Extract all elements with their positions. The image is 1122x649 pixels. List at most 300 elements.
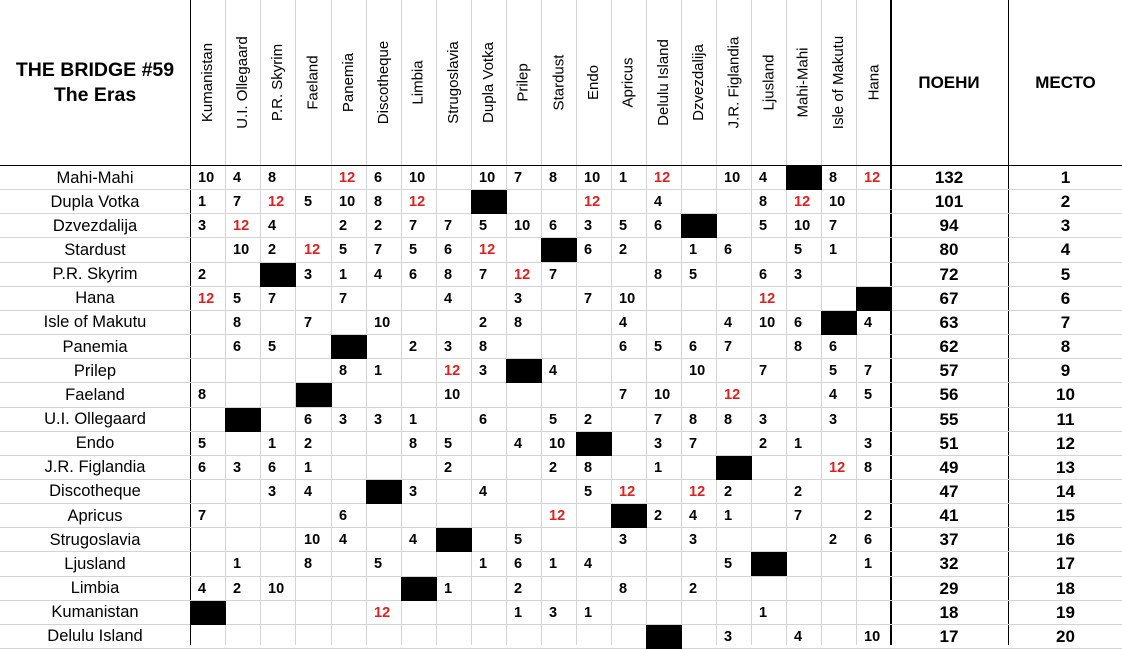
- self-vote-block: [260, 263, 296, 287]
- score-cell: 4: [794, 628, 803, 645]
- score-cell: 4: [549, 363, 558, 380]
- place-value: 15: [1056, 506, 1075, 526]
- row-country-name: Dupla Votka: [50, 192, 140, 211]
- score-cell: 8: [724, 411, 733, 428]
- column-header: [576, 0, 611, 165]
- place-header: МЕСТО: [1035, 72, 1096, 92]
- score-cell: 12: [724, 387, 741, 404]
- score-cell: 10: [304, 532, 321, 549]
- score-cell: 1: [409, 411, 418, 428]
- row-country-name: Panemia: [62, 337, 128, 356]
- score-cell: 7: [829, 218, 838, 235]
- self-vote-block: [366, 480, 402, 504]
- row-country-name: Kumanistan: [51, 603, 139, 622]
- score-cell: 5: [654, 339, 663, 356]
- self-vote-block: [716, 456, 752, 480]
- score-cell: 5: [794, 242, 803, 259]
- score-cell: 7: [339, 290, 348, 307]
- score-cell: 1: [374, 363, 383, 380]
- score-cell: 10: [409, 170, 426, 186]
- score-cell: 2: [724, 483, 733, 500]
- score-cell: 12: [759, 290, 776, 307]
- score-cell: 3: [304, 266, 313, 283]
- score-cell: 6: [514, 556, 523, 573]
- column-header-label: Dupla Votka: [480, 42, 498, 123]
- column-header-label: Hana: [865, 64, 883, 101]
- column-header: [471, 0, 506, 165]
- score-cell: 1: [233, 556, 242, 573]
- score-cell: 10: [374, 314, 391, 331]
- score-cell: 12: [619, 483, 636, 500]
- score-cell: 7: [444, 218, 453, 235]
- score-cell: 2: [304, 435, 313, 452]
- score-cell: 1: [864, 556, 873, 573]
- score-cell: 8: [584, 459, 593, 476]
- score-cell: 7: [724, 339, 733, 356]
- score-cell: 10: [829, 194, 846, 211]
- score-cell: 12: [444, 363, 461, 380]
- self-vote-block: [611, 504, 647, 528]
- score-cell: 12: [689, 483, 706, 500]
- place-value: 11: [1056, 409, 1075, 429]
- score-cell: 8: [654, 266, 663, 283]
- place-value: 2: [1060, 192, 1071, 212]
- score-cell: 10: [689, 363, 706, 380]
- score-cell: 8: [619, 580, 628, 597]
- column-header-label: Isle of Makutu: [830, 35, 848, 130]
- column-header-label: Faeland: [305, 55, 322, 110]
- column-header-label: Discotheque: [375, 40, 393, 125]
- score-cell: 4: [654, 194, 663, 211]
- column-header-label: Stardust: [550, 54, 567, 111]
- score-cell: 8: [304, 556, 313, 573]
- column-header: [856, 0, 891, 165]
- score-cell: 3: [233, 459, 242, 476]
- points-value: 47: [939, 481, 959, 501]
- score-cell: 1: [654, 459, 663, 476]
- column-header-label: Apricus: [620, 57, 637, 108]
- score-cell: 1: [584, 604, 593, 621]
- score-cell: 2: [198, 266, 207, 283]
- place-value: 1: [1060, 168, 1071, 187]
- score-cell: 7: [304, 314, 313, 331]
- score-cell: 3: [759, 411, 768, 428]
- score-cell: 2: [374, 218, 383, 235]
- points-value: 57: [939, 361, 959, 381]
- score-cell: 12: [268, 194, 285, 211]
- score-cell: 10: [198, 170, 215, 186]
- score-cell: 8: [794, 339, 803, 356]
- score-cell: 3: [794, 266, 803, 283]
- points-value: 80: [939, 240, 959, 260]
- place-value: 10: [1056, 385, 1075, 405]
- column-header: [646, 0, 681, 165]
- row-country-name: Endo: [75, 434, 115, 453]
- column-header: [611, 0, 646, 165]
- column-header-label: Mahi-Mahi: [795, 47, 812, 118]
- score-cell: 7: [654, 411, 663, 428]
- score-cell: 3: [514, 290, 523, 307]
- points-value: 49: [939, 457, 959, 477]
- row-country-name: Mahi-Mahi: [56, 168, 134, 187]
- row-country-name: J.R. Figlandia: [44, 458, 146, 477]
- place-value: 9: [1060, 361, 1071, 381]
- score-cell: 1: [339, 266, 348, 283]
- score-cell: 10: [759, 314, 776, 331]
- score-cell: 3: [549, 604, 558, 621]
- column-header: [541, 0, 576, 165]
- column-header: [225, 0, 260, 165]
- column-header: [401, 0, 436, 165]
- score-cell: 7: [198, 508, 207, 525]
- place-value: 5: [1060, 264, 1071, 284]
- self-vote-block: [821, 311, 857, 335]
- column-header: [436, 0, 471, 165]
- score-cell: 1: [724, 508, 733, 525]
- score-cell: 7: [479, 266, 488, 283]
- score-cell: 12: [794, 194, 811, 211]
- score-cell: 12: [654, 170, 671, 186]
- score-cell: 3: [268, 483, 277, 500]
- score-cell: 5: [374, 556, 383, 573]
- column-header: [296, 0, 331, 165]
- place-value: 4: [1060, 240, 1071, 260]
- row-country-name: U.I. Ollegaard: [44, 410, 146, 428]
- score-cell: 6: [339, 508, 348, 525]
- score-cell: 4: [374, 266, 383, 283]
- score-cell: 1: [689, 242, 698, 259]
- score-cell: 7: [794, 508, 803, 525]
- column-header-label: U.I. Ollegaard: [234, 36, 252, 129]
- score-cell: 5: [864, 387, 873, 404]
- score-cell: 4: [724, 314, 733, 331]
- score-cell: 8: [198, 387, 207, 404]
- score-cell: 12: [304, 242, 321, 259]
- column-header-label: P.R. Skyrim: [269, 43, 287, 122]
- row-country-name: Apricus: [67, 506, 123, 525]
- score-cell: 12: [339, 170, 356, 186]
- score-cell: 4: [339, 532, 348, 549]
- score-cell: 6: [233, 339, 242, 356]
- score-cell: 12: [409, 194, 426, 211]
- points-value: 94: [939, 216, 959, 236]
- score-cell: 7: [864, 363, 873, 380]
- score-cell: 2: [233, 580, 242, 597]
- score-cell: 10: [549, 435, 566, 452]
- score-cell: 8: [549, 170, 558, 186]
- score-cell: 3: [654, 435, 663, 452]
- score-cell: 10: [268, 580, 285, 597]
- place-value: 20: [1056, 626, 1075, 646]
- score-cell: 5: [829, 363, 838, 380]
- points-value: 17: [939, 626, 959, 646]
- points-value: 132: [934, 168, 964, 187]
- place-value: 8: [1060, 337, 1071, 357]
- row-country-name: Prilep: [73, 361, 117, 380]
- score-cell: 5: [479, 218, 488, 235]
- score-cell: 1: [304, 459, 313, 476]
- column-header: [331, 0, 366, 165]
- score-cell: 4: [759, 170, 768, 186]
- score-cell: 2: [794, 483, 803, 500]
- column-header-label: Strugoslavia: [445, 41, 463, 124]
- score-cell: 4: [584, 556, 593, 573]
- score-cell: 2: [584, 411, 593, 428]
- score-cell: 12: [514, 266, 531, 283]
- score-cell: 12: [864, 170, 881, 186]
- self-vote-block: [646, 625, 682, 649]
- points-value: 18: [939, 602, 959, 622]
- score-cell: 5: [584, 483, 593, 500]
- points-value: 29: [939, 578, 959, 598]
- score-cell: 10: [794, 218, 811, 235]
- row-country-name: Delulu Island: [47, 627, 143, 646]
- score-cell: 6: [444, 242, 453, 259]
- score-cell: 8: [374, 194, 383, 211]
- score-cell: 3: [479, 363, 488, 380]
- row-country-name: Ljusland: [64, 554, 126, 573]
- score-cell: 1: [794, 435, 803, 452]
- score-cell: 5: [233, 290, 242, 307]
- score-cell: 6: [619, 339, 628, 356]
- score-cell: 2: [549, 459, 558, 476]
- column-header-label: Limbia: [410, 60, 427, 105]
- score-cell: 2: [829, 532, 838, 549]
- points-value: 51: [939, 433, 959, 453]
- place-value: 12: [1056, 433, 1075, 453]
- score-cell: 8: [759, 194, 768, 211]
- score-cell: 8: [479, 339, 488, 356]
- score-cell: 6: [304, 411, 313, 428]
- score-cell: 3: [689, 532, 698, 549]
- score-cell: 8: [444, 266, 453, 283]
- score-cell: 1: [479, 556, 488, 573]
- score-cell: 2: [444, 459, 453, 476]
- title-line-1: THE BRIDGE #59: [15, 59, 175, 82]
- score-cell: 3: [619, 532, 628, 549]
- score-cell: 8: [689, 411, 698, 428]
- points-value: 32: [939, 554, 959, 574]
- row-country-name: Hana: [75, 289, 115, 308]
- points-value: 37: [939, 530, 959, 550]
- score-cell: 10: [339, 194, 356, 211]
- score-cell: 10: [724, 170, 741, 186]
- self-vote-block: [296, 383, 332, 407]
- self-vote-block: [436, 528, 472, 552]
- place-value: 14: [1056, 481, 1075, 501]
- score-cell: 6: [864, 532, 873, 549]
- score-cell: 10: [479, 170, 496, 186]
- self-vote-block: [471, 190, 507, 214]
- column-header: [716, 0, 751, 165]
- score-cell: 1: [549, 556, 558, 573]
- score-cell: 8: [829, 170, 838, 186]
- row-country-name: Faeland: [65, 385, 125, 404]
- row-country-name: Limbia: [70, 579, 120, 598]
- score-cell: 2: [479, 314, 488, 331]
- column-header: [506, 0, 541, 165]
- score-cell: 4: [514, 435, 523, 452]
- score-cell: 3: [584, 218, 593, 235]
- score-cell: 8: [339, 363, 348, 380]
- self-vote-block: [751, 552, 787, 576]
- self-vote-block: [681, 214, 717, 238]
- score-cell: 4: [619, 314, 628, 331]
- place-value: 7: [1060, 312, 1071, 332]
- score-cell: 5: [304, 194, 313, 211]
- score-cell: 1: [829, 242, 838, 259]
- score-cell: 2: [689, 580, 698, 597]
- score-cell: 4: [689, 508, 698, 525]
- points-value: 62: [939, 337, 959, 357]
- place-value: 18: [1056, 578, 1075, 598]
- place-value: 6: [1060, 288, 1071, 308]
- column-header-label: Prilep: [515, 63, 533, 102]
- place-value: 13: [1056, 457, 1075, 477]
- row-country-name: Discotheque: [49, 482, 141, 501]
- score-cell: 6: [268, 459, 277, 476]
- score-cell: 8: [233, 314, 242, 331]
- self-vote-block: [576, 432, 612, 456]
- score-cell: 5: [444, 435, 453, 452]
- score-cell: 8: [514, 314, 523, 331]
- points-value: 101: [934, 192, 964, 212]
- self-vote-block: [190, 601, 226, 625]
- score-cell: 7: [268, 290, 277, 307]
- score-cell: 12: [233, 218, 250, 235]
- column-header: [681, 0, 716, 165]
- column-header-label: Kumanistan: [199, 42, 216, 123]
- self-vote-block: [401, 577, 437, 601]
- self-vote-block: [541, 238, 577, 262]
- row-country-name: Isle of Makutu: [43, 313, 147, 332]
- score-cell: 12: [829, 459, 846, 476]
- score-cell: 12: [584, 194, 601, 211]
- score-cell: 7: [759, 363, 768, 380]
- score-cell: 3: [198, 218, 207, 235]
- score-cell: 6: [549, 218, 558, 235]
- score-cell: 5: [339, 242, 348, 259]
- score-cell: 3: [864, 435, 873, 452]
- score-cell: 6: [794, 314, 803, 331]
- score-cell: 5: [198, 435, 207, 452]
- score-cell: 7: [689, 435, 698, 452]
- points-value: 56: [939, 385, 959, 405]
- score-cell: 5: [514, 532, 523, 549]
- points-value: 72: [939, 264, 959, 284]
- column-header-label: Panemia: [340, 52, 358, 113]
- score-cell: 3: [444, 339, 453, 356]
- score-cell: 2: [654, 508, 663, 525]
- score-cell: 2: [759, 435, 768, 452]
- score-cell: 6: [724, 242, 733, 259]
- score-cell: 4: [409, 532, 418, 549]
- score-cell: 4: [444, 290, 453, 307]
- score-cell: 2: [864, 508, 873, 525]
- points-value: 41: [939, 506, 959, 526]
- score-cell: 10: [654, 387, 671, 404]
- score-cell: 5: [689, 266, 698, 283]
- score-cell: 2: [409, 339, 418, 356]
- points-value: 55: [939, 409, 959, 429]
- title-line-2: The Eras: [53, 83, 137, 106]
- row-country-name: Strugoslavia: [49, 530, 141, 549]
- place-value: 3: [1060, 216, 1071, 236]
- points-value: 67: [939, 288, 959, 308]
- score-cell: 12: [198, 290, 215, 307]
- self-vote-block: [331, 335, 367, 359]
- score-cell: 12: [374, 604, 391, 621]
- score-cell: 6: [584, 242, 593, 259]
- row-country-name: P.R. Skyrim: [52, 265, 138, 284]
- score-cell: 1: [619, 170, 628, 186]
- place-value: 16: [1056, 530, 1075, 550]
- column-header: [260, 0, 295, 165]
- score-cell: 1: [514, 604, 523, 621]
- score-cell: 1: [198, 194, 207, 211]
- score-cell: 3: [724, 628, 733, 645]
- score-cell: 7: [233, 194, 242, 211]
- score-cell: 8: [409, 435, 418, 452]
- score-cell: 5: [759, 218, 768, 235]
- score-cell: 7: [549, 266, 558, 283]
- score-cell: 5: [724, 556, 733, 573]
- score-cell: 5: [409, 242, 418, 259]
- score-cell: 4: [864, 314, 873, 331]
- score-cell: 4: [198, 580, 207, 597]
- column-header: [366, 0, 401, 165]
- score-cell: 8: [268, 170, 277, 186]
- score-cell: 5: [619, 218, 628, 235]
- score-cell: 7: [619, 387, 628, 404]
- score-cell: 1: [759, 604, 768, 621]
- score-cell: 4: [479, 483, 488, 500]
- score-cell: 4: [233, 170, 242, 186]
- column-header-label: J.R. Figlandia: [725, 36, 742, 129]
- column-header-label: Ljusland: [760, 54, 778, 111]
- column-header: [190, 0, 225, 165]
- score-cell: 2: [268, 242, 277, 259]
- score-cell: 6: [198, 459, 207, 476]
- score-cell: 7: [409, 218, 418, 235]
- score-cell: 3: [409, 483, 418, 500]
- score-cell: 4: [304, 483, 313, 500]
- column-header-label: Endo: [585, 64, 603, 101]
- score-cell: 10: [233, 242, 250, 259]
- points-value: 63: [939, 312, 959, 332]
- score-cell: 7: [374, 242, 383, 259]
- table-title: [0, 0, 190, 165]
- score-cell: 10: [864, 628, 881, 645]
- score-cell: 3: [374, 411, 383, 428]
- score-cell: 6: [759, 266, 768, 283]
- score-cell: 10: [619, 290, 636, 307]
- column-header: [786, 0, 821, 165]
- place-value: 19: [1056, 602, 1075, 622]
- score-cell: 6: [654, 218, 663, 235]
- score-cell: 2: [619, 242, 628, 259]
- score-cell: 1: [268, 435, 277, 452]
- score-cell: 3: [829, 411, 838, 428]
- column-header-label: Dzvezdalija: [690, 44, 708, 121]
- score-cell: 6: [689, 339, 698, 356]
- score-cell: 8: [864, 459, 873, 476]
- self-vote-block: [506, 359, 542, 383]
- score-cell: 4: [829, 387, 838, 404]
- place-value: 17: [1056, 554, 1075, 574]
- score-cell: 6: [829, 339, 838, 356]
- self-vote-block: [856, 287, 892, 311]
